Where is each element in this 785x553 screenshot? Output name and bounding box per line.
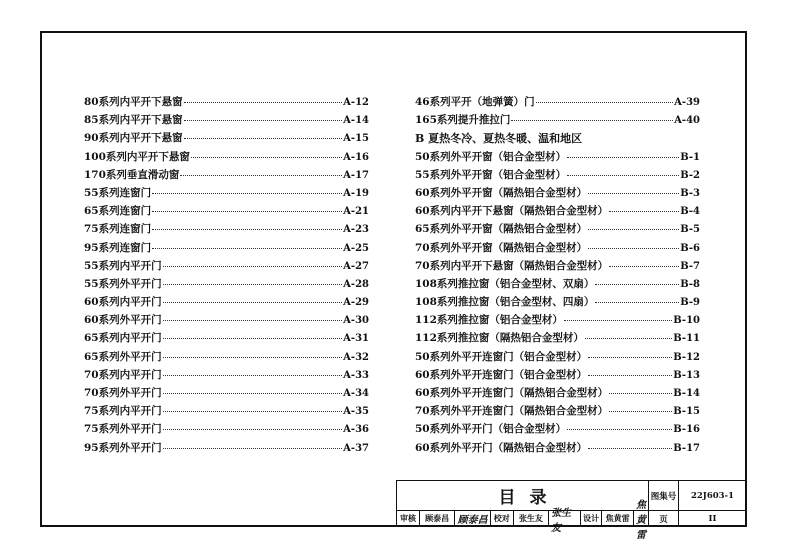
toc-entry-page: B-1	[680, 151, 700, 163]
toc-entry-page: A-25	[343, 242, 369, 254]
atlas-number: 22J603-1	[690, 490, 735, 501]
toc-entry-title: 70系列外平开连窗门（隔热铝合金型材）	[415, 405, 609, 418]
toc-entry-title: 75系列内平开门	[84, 405, 162, 418]
toc-entry-title: 55系列外平开窗（铝合金型材）	[415, 168, 567, 181]
dot-leader	[567, 149, 679, 158]
toc-entry-page: A-16	[343, 151, 369, 163]
toc-entry-title: 55系列连窗门	[84, 186, 152, 199]
dot-leader	[163, 312, 343, 321]
toc-entry-title: 112系列推拉窗（隔热铝合金型材）	[415, 332, 584, 345]
toc-left-column	[84, 94, 369, 458]
toc-entry	[84, 149, 369, 167]
toc-entry	[415, 294, 700, 312]
dot-leader	[511, 112, 673, 121]
toc-entry-page: A-37	[343, 442, 369, 454]
toc-entry	[84, 312, 369, 330]
atlas-number-label: 图集号	[649, 481, 679, 510]
designer-signature: 焦黄雷	[636, 500, 647, 541]
toc-entry-page: B-4	[680, 206, 700, 218]
toc-entry	[415, 349, 700, 367]
toc-entry-page: A-28	[343, 278, 369, 290]
toc-entry-title: 60系列外平开窗（隔热铝合金型材）	[415, 186, 588, 199]
dot-leader	[609, 403, 672, 412]
dot-leader	[588, 349, 672, 358]
toc-entry-page: B-16	[673, 424, 700, 436]
toc-entry	[84, 421, 369, 439]
toc-entry-page: A-19	[343, 187, 369, 199]
toc-entry-page: B-15	[673, 406, 700, 418]
design-label: 设计	[581, 511, 602, 526]
checker-name: 张生友	[514, 511, 549, 526]
toc-entry	[84, 112, 369, 130]
title-block-title: 目录	[397, 481, 649, 511]
toc-entry-page: A-12	[343, 97, 369, 108]
toc-entry-page: B-12	[673, 351, 700, 363]
toc-entry	[415, 94, 700, 112]
toc-entry-page: B-2	[680, 169, 700, 181]
dot-leader	[163, 258, 343, 267]
toc-entry	[415, 312, 700, 330]
toc-entry-title: 100系列内平开下悬窗	[84, 150, 190, 163]
dot-leader	[588, 440, 672, 449]
dot-leader	[595, 276, 679, 285]
toc-entry-page: A-33	[343, 369, 369, 381]
toc-entry-page: B-10	[673, 315, 700, 327]
toc-entry	[84, 403, 369, 421]
toc-entry	[415, 221, 700, 239]
toc-entry-title: 75系列外平开门	[84, 423, 162, 436]
toc-section-heading	[415, 130, 700, 148]
toc-entry-title: 95系列连窗门	[84, 241, 152, 254]
toc-entry-title: 70系列内平开门	[84, 368, 162, 381]
dot-leader	[609, 385, 672, 394]
toc-entry-page: A-34	[343, 388, 369, 399]
toc-entry-page: A-36	[343, 424, 369, 436]
toc-entry-page: A-30	[343, 315, 369, 327]
dot-leader	[191, 149, 342, 158]
toc-entry-page: B-11	[673, 333, 700, 345]
toc-entry-title: 70系列外平开门	[84, 387, 162, 399]
toc-entry	[415, 167, 700, 185]
checker-signature: 张生友	[549, 511, 581, 526]
page-label: 页	[649, 511, 679, 526]
toc-entry-title: 65系列内平开门	[84, 332, 162, 345]
toc-entry-page: A-21	[343, 206, 369, 218]
dot-leader	[163, 330, 343, 339]
toc-entry	[415, 240, 700, 258]
toc-entry	[84, 276, 369, 294]
reviewer-name: 顾泰昌	[420, 511, 455, 526]
toc-entry	[415, 112, 700, 130]
toc-entry-page: A-31	[343, 333, 369, 345]
toc-entry-page: A-27	[343, 260, 369, 272]
toc-entry	[415, 385, 700, 403]
dot-leader	[588, 240, 679, 249]
toc-entry	[84, 221, 369, 239]
toc-entry	[415, 185, 700, 203]
toc-entry-title: 60系列外平开门	[84, 314, 162, 327]
review-label: 审核	[397, 511, 420, 526]
toc-entry-page: B-13	[673, 369, 700, 381]
toc-entry-page: B-8	[680, 278, 700, 290]
toc-entry-title: 170系列垂直滑动窗	[84, 168, 180, 181]
toc-entry-title: 95系列外平开门	[84, 441, 162, 454]
toc-entry-page: A-39	[674, 97, 700, 108]
toc-entry-title: 60系列外平开连窗门（铝合金型材）	[415, 368, 588, 381]
toc-entry-title: 70系列内平开下悬窗（隔热铝合金型材）	[415, 259, 609, 272]
toc-entry-title: 50系列外平开窗（铝合金型材）	[415, 150, 567, 163]
reviewer-signature: 顾泰昌	[455, 511, 490, 526]
toc-entry-page: B-3	[680, 187, 700, 199]
dot-leader	[567, 421, 672, 430]
signature-row	[397, 500, 649, 541]
dot-leader	[163, 276, 343, 285]
toc-entry	[415, 276, 700, 294]
dot-leader	[163, 294, 343, 303]
toc-entry	[415, 367, 700, 385]
toc-entry-title: 70系列外平开窗（隔热铝合金型材）	[415, 241, 588, 254]
dot-leader	[609, 258, 679, 267]
toc-entry	[415, 203, 700, 221]
toc-entry-page: B-6	[680, 242, 700, 254]
toc-entry-title: 165系列提升推拉门	[415, 114, 511, 127]
toc-entry-title: 55系列外平开门	[84, 277, 162, 290]
dot-leader	[163, 403, 343, 412]
toc-entry-title: 65系列外平开窗（隔热铝合金型材）	[415, 223, 588, 236]
toc-entry	[84, 367, 369, 385]
toc-right-column	[415, 94, 700, 458]
toc-entry	[84, 330, 369, 348]
check-label: 校对	[491, 511, 514, 526]
toc-entry	[415, 440, 700, 458]
dot-leader	[536, 94, 674, 103]
toc-entry-title: 108系列推拉窗（铝合金型材、四扇）	[415, 296, 595, 309]
toc-entry	[84, 294, 369, 312]
toc-entry-title: 60系列内平开下悬窗（隔热铝合金型材）	[415, 205, 609, 218]
toc-entry-title: 75系列连窗门	[84, 223, 152, 236]
dot-leader	[595, 294, 679, 303]
dot-leader	[564, 312, 672, 321]
toc-entry-page: A-40	[674, 115, 700, 127]
title-block	[396, 480, 745, 541]
dot-leader	[609, 203, 679, 212]
toc-entry	[415, 258, 700, 276]
toc-entry	[84, 130, 369, 148]
toc-entry-title: 112系列推拉窗（铝合金型材）	[415, 314, 563, 327]
toc-entry-title: 80系列内平开下悬窗	[84, 96, 183, 108]
page-row	[649, 511, 746, 526]
page-number: II	[708, 513, 717, 524]
toc-entry-page: A-14	[343, 115, 369, 127]
dot-leader	[180, 167, 342, 176]
dot-leader	[163, 421, 343, 430]
dot-leader	[588, 221, 679, 230]
toc-entry-page: B-17	[673, 442, 700, 454]
toc-entry-title: 108系列推拉窗（铝合金型材、双扇）	[415, 277, 595, 290]
toc-entry-page: B-9	[680, 297, 700, 309]
toc-entry	[84, 440, 369, 458]
dot-leader	[163, 367, 343, 376]
dot-leader	[152, 221, 342, 230]
dot-leader	[152, 185, 342, 194]
toc-entry-page: A-17	[343, 169, 369, 181]
dot-leader	[588, 367, 672, 376]
dot-leader	[163, 349, 343, 358]
toc-entry	[415, 421, 700, 439]
dot-leader	[588, 185, 679, 194]
toc-entry	[84, 258, 369, 276]
toc-entry-title: 65系列连窗门	[84, 205, 152, 218]
dot-leader	[585, 330, 672, 339]
toc-entry-title: 60系列外平开门（隔热铝合金型材）	[415, 441, 588, 454]
toc-entry-page: A-15	[343, 133, 369, 145]
dot-leader	[184, 112, 343, 121]
toc-entry-page: B-14	[673, 388, 700, 399]
toc-entry-page: A-35	[343, 406, 369, 418]
toc-entry-title: 55系列内平开门	[84, 259, 162, 272]
toc-entry-page: A-32	[343, 351, 369, 363]
atlas-number-row	[649, 481, 746, 511]
toc-entry-title: 60系列内平开门	[84, 296, 162, 309]
toc-entry	[84, 349, 369, 367]
toc-entry	[415, 149, 700, 167]
toc-entry	[84, 203, 369, 221]
dot-leader	[184, 94, 343, 103]
toc-entry	[84, 240, 369, 258]
toc-entry	[84, 94, 369, 112]
dot-leader	[163, 385, 343, 394]
dot-leader	[567, 167, 679, 176]
dot-leader	[163, 440, 343, 449]
toc-entry-title: 85系列内平开下悬窗	[84, 114, 183, 127]
toc-entry	[84, 185, 369, 203]
toc-entry-title: 50系列外平开连窗门（铝合金型材）	[415, 350, 588, 363]
toc-entry-title: 46系列平开（地弹簧）门	[415, 96, 535, 108]
dot-leader	[152, 240, 342, 249]
toc-entry-title: 60系列外平开连窗门（隔热铝合金型材）	[415, 387, 609, 399]
toc-entry	[415, 403, 700, 421]
toc-entry-page: A-29	[343, 297, 369, 309]
toc-entry-title: 65系列外平开门	[84, 350, 162, 363]
toc-entry	[84, 167, 369, 185]
designer-name: 焦黄雷	[602, 511, 634, 526]
toc-entry-title: B 夏热冬冷、夏热冬暖、温和地区	[415, 132, 583, 146]
toc-entry	[415, 330, 700, 348]
toc-entry-title: 50系列外平开门（铝合金型材）	[415, 423, 567, 436]
toc-entry-page: A-23	[343, 224, 369, 236]
toc-entry	[84, 385, 369, 403]
dot-leader	[184, 130, 343, 139]
toc-entry-page: B-7	[680, 260, 700, 272]
toc-entry-title: 90系列内平开下悬窗	[84, 132, 183, 145]
dot-leader	[152, 203, 342, 212]
toc-entry-page: B-5	[680, 224, 700, 236]
